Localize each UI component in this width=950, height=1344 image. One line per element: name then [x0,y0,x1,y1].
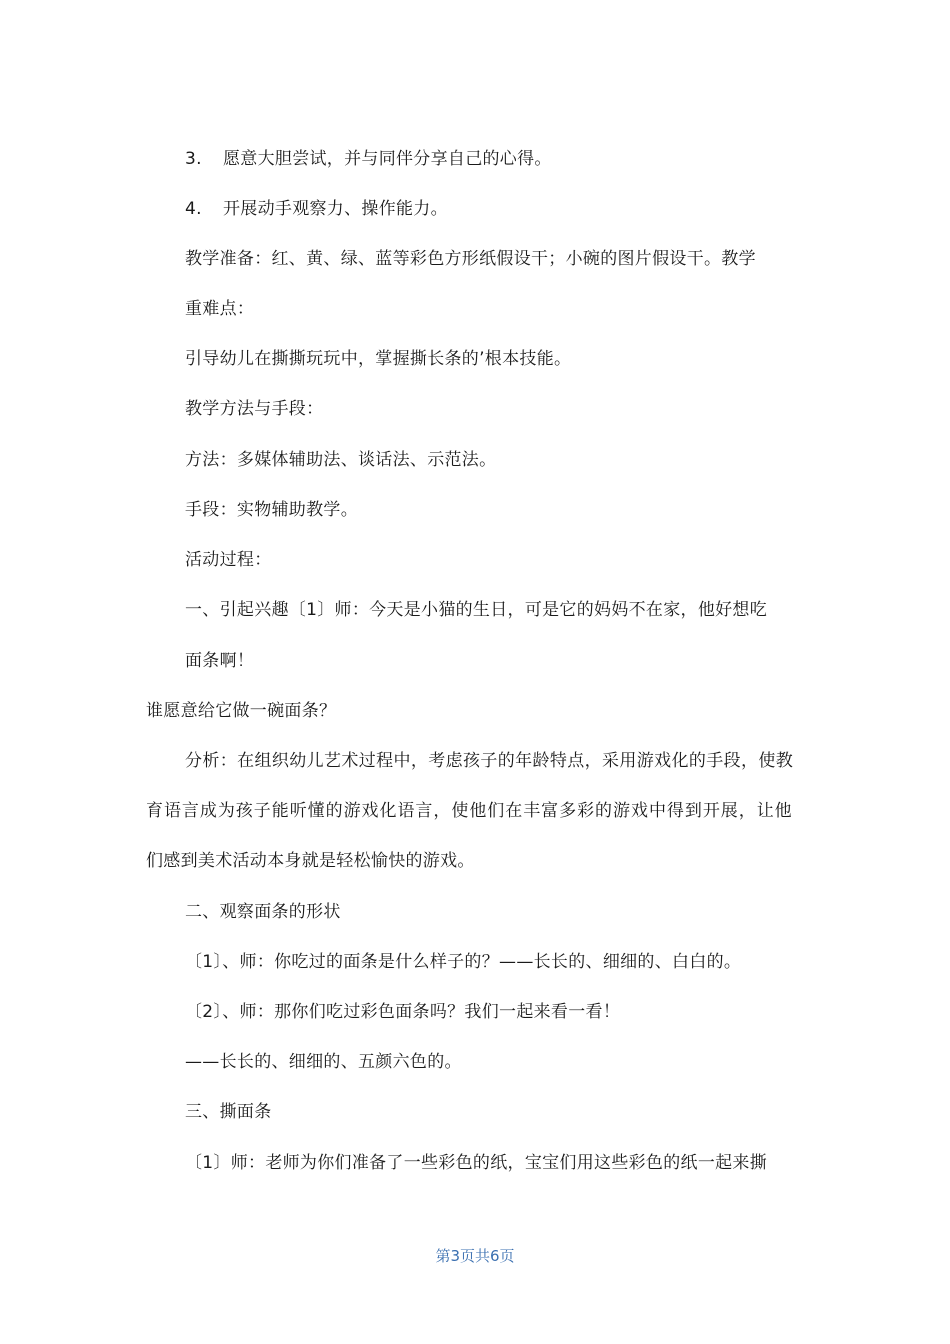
methods-title: 教学方法与手段： [185,399,324,419]
step3-question1: 〔1〕师：老师为你们准备了一些彩色的纸，宝宝们用这些彩色的纸一起来撕 [185,1153,768,1173]
analysis-line3: 们感到美术活动本身就是轻松愉快的游戏。 [146,851,475,871]
step2-question2: 〔2〕、师：那你们吃过彩色面条吗？我们一起来看一看！ [185,1002,621,1022]
step2-answer2: ——长长的、细细的、五颜六色的。 [185,1052,462,1072]
list-number: 3. [185,149,202,169]
teaching-prep-line1: 教学准备：红、黄、绿、蓝等彩色方形纸假设干；小碗的图片假设干。教学 [185,249,756,269]
list-text: 开展动手观察力、操作能力。 [223,199,448,219]
teaching-prep-line2: 重难点： [185,299,255,319]
methods-text: 方法：多媒体辅助法、谈话法、示范法。 [185,450,497,470]
analysis-line2: 育语言成为孩子能听懂的游戏化语言，使他们在丰富多彩的游戏中得到开展，让他 [146,801,792,821]
process-title: 活动过程： [185,550,272,570]
page-number-footer: 第3页共6页 [435,1247,515,1265]
list-text: 愿意大胆尝试，并与同伴分享自己的心得。 [223,149,552,169]
list-item-4 [185,197,448,221]
step1-line3: 谁愿意给它做一碗面条？ [146,701,337,721]
list-item-3 [185,147,552,171]
analysis-line1: 分析：在组织幼儿艺术过程中，考虑孩子的年龄特点，采用游戏化的手段，使教 [185,751,793,771]
step2-question1: 〔1〕、师：你吃过的面条是什么样子的？——长长的、细细的、白白的。 [185,952,742,972]
step1-line1: 一、引起兴趣〔1〕师：今天是小猫的生日，可是它的妈妈不在家，他好想吃 [185,600,768,620]
means-text: 手段：实物辅助教学。 [185,500,358,520]
step3-title: 三、撕面条 [185,1102,272,1122]
list-number: 4. [185,199,202,219]
teaching-difficulty: 引导幼儿在撕撕玩玩中，掌握撕长条的’根本技能。 [185,349,572,369]
step2-title: 二、观察面条的形状 [185,902,341,922]
step1-line2: 面条啊！ [185,651,255,671]
